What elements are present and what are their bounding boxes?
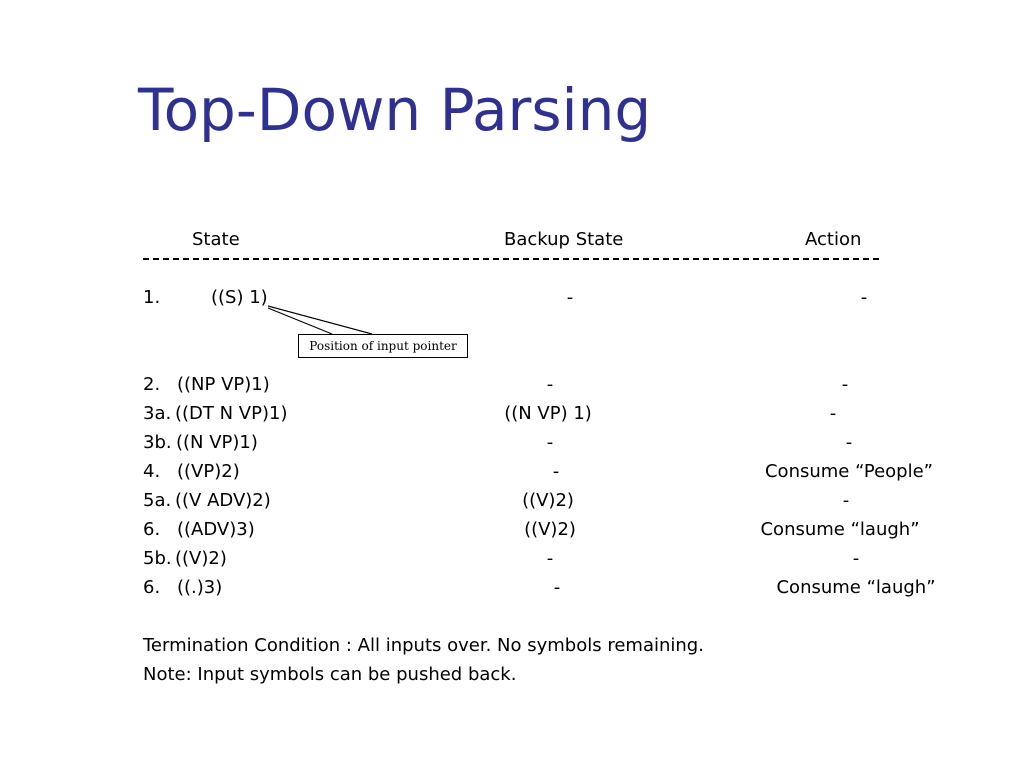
row-4-state: ((N VP)1) bbox=[176, 432, 258, 453]
row-5-number: 4. bbox=[143, 461, 161, 482]
row-6-number: 5a. bbox=[143, 490, 172, 511]
row-8-action: - bbox=[852, 548, 860, 569]
row-8-backup: - bbox=[546, 548, 554, 569]
row-6-backup: ((V)2) bbox=[522, 490, 574, 511]
header-action: Action bbox=[805, 229, 862, 250]
input-pointer-callout: Position of input pointer bbox=[298, 334, 468, 358]
row-1-state: ((S) 1) bbox=[211, 287, 268, 308]
row-7-action: Consume “laugh” bbox=[760, 519, 920, 540]
row-4-backup: - bbox=[546, 432, 554, 453]
row-1-action: - bbox=[860, 287, 868, 308]
row-2-backup: - bbox=[546, 374, 554, 395]
row-7-backup: ((V)2) bbox=[524, 519, 576, 540]
header-state: State bbox=[192, 229, 240, 250]
row-8-number: 5b. bbox=[143, 548, 172, 569]
header-backup-state: Backup State bbox=[504, 229, 624, 250]
note-text: Note: Input symbols can be pushed back. bbox=[143, 664, 517, 685]
row-1-number: 1. bbox=[143, 287, 161, 308]
row-2-number: 2. bbox=[143, 374, 161, 395]
slide-title: Top-Down Parsing bbox=[138, 76, 652, 144]
row-5-action: Consume “People” bbox=[764, 461, 934, 482]
row-3-number: 3a. bbox=[143, 403, 172, 424]
row-4-action: - bbox=[845, 432, 853, 453]
row-2-action: - bbox=[841, 374, 849, 395]
row-8-state: ((V)2) bbox=[175, 548, 227, 569]
row-4-number: 3b. bbox=[143, 432, 172, 453]
row-5-backup: - bbox=[552, 461, 560, 482]
row-9-backup: - bbox=[553, 577, 561, 598]
row-3-action: - bbox=[829, 403, 837, 424]
row-9-action: Consume “laugh” bbox=[776, 577, 936, 598]
row-6-state: ((V ADV)2) bbox=[175, 490, 271, 511]
row-7-state: ((ADV)3) bbox=[177, 519, 255, 540]
row-9-state: ((.)3) bbox=[177, 577, 223, 598]
row-9-number: 6. bbox=[143, 577, 161, 598]
row-1-backup: - bbox=[566, 287, 574, 308]
row-2-state: ((NP VP)1) bbox=[177, 374, 270, 395]
termination-condition: Termination Condition : All inputs over. No symbols remaining. bbox=[143, 635, 704, 656]
row-6-action: - bbox=[842, 490, 850, 511]
row-7-number: 6. bbox=[143, 519, 161, 540]
row-3-backup: ((N VP) 1) bbox=[504, 403, 592, 424]
row-3-state: ((DT N VP)1) bbox=[175, 403, 288, 424]
row-5-state: ((VP)2) bbox=[177, 461, 240, 482]
